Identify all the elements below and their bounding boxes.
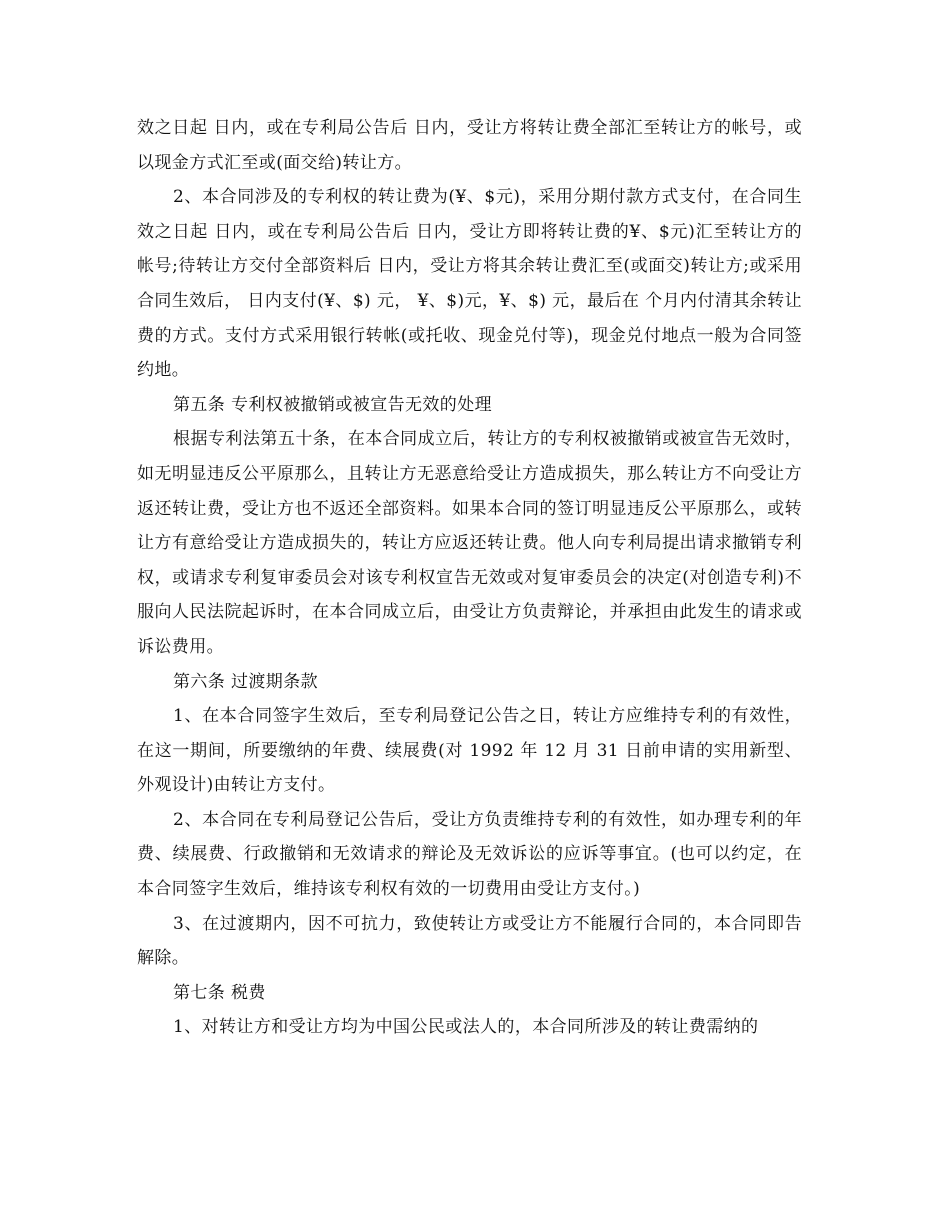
- paragraph-transition-2: 2、本合同在专利局登记公告后，受让方负责维持专利的有效性，如办理专利的年费、续展费、行政撤销和无效请求的辩论及无效诉讼的应诉等事宜。(也可以约定，在本合同签字生效后，维持该专利权有效的一切费用由受让方支付。): [137, 809, 802, 900]
- article-7-heading: 第七条 税费: [173, 982, 266, 1003]
- article-6-heading: 第六条 过渡期条款: [173, 671, 319, 692]
- paragraph-continuation: 效之日起 日内，或在专利局公告后 日内，受让方将转让费全部汇至转让方的帐号，或以现金方式汇至或(面交给)转让方。: [137, 118, 802, 173]
- paragraph-payment-installments: 2、本合同涉及的专利权的转让费为(¥、$元)，采用分期付款方式支付，在合同生效之日起 日内，或在专利局公告后 日内，受让方即将转让费的¥、$元)汇至转让方的帐号;待转让方交付全部资料后 日内，受让方将其余转让费汇至(或面交)转让方;或采用合同生效后， 日内支付(¥、$) 元， ¥、$)元，¥、$) 元，最后在 个月内付清其余转让费的方式。支付方式采用银行转帐(或托收、现金兑付等)，现金兑付地点一般为合同签约地。: [137, 187, 802, 381]
- paragraph-taxes-1: 1、对转让方和受让方均为中国公民或法人的，本合同所涉及的转让费需纳的: [173, 1017, 759, 1038]
- paragraph-transition-3: 3、在过渡期内，因不可抗力，致使转让方或受让方不能履行合同的，本合同即告解除。: [137, 913, 802, 969]
- document-body: [137, 111, 802, 1045]
- paragraph-transition-1: 1、在本合同签字生效后，至专利局登记公告之日，转让方应维持专利的有效性，在这一期间，所要缴纳的年费、续展费(对 1992 年 12 月 31 日前申请的实用新型、外观设计)由转让方支付。: [137, 706, 802, 796]
- paragraph-patent-invalidation: 根据专利法第五十条，在本合同成立后，转让方的专利权被撤销或被宣告无效时，如无明显违反公平原那么，且转让方无恶意给受让方造成损失，那么转让方不向受让方返还转让费，受让方也不返还全部资料。如果本合同的签订明显违反公平原那么，或转让方有意给受让方造成损失的，转让方应返还转让费。他人向专利局提出请求撤销专利权，或请求专利复审委员会对该专利权宣告无效或对复审委员会的决定(对创造专利)不服向人民法院起诉时，在本合同成立后，由受让方负责辩论，并承担由此发生的请求或诉讼费用。: [137, 429, 802, 657]
- article-5-heading: 第五条 专利权被撤销或被宣告无效的处理: [173, 394, 493, 415]
